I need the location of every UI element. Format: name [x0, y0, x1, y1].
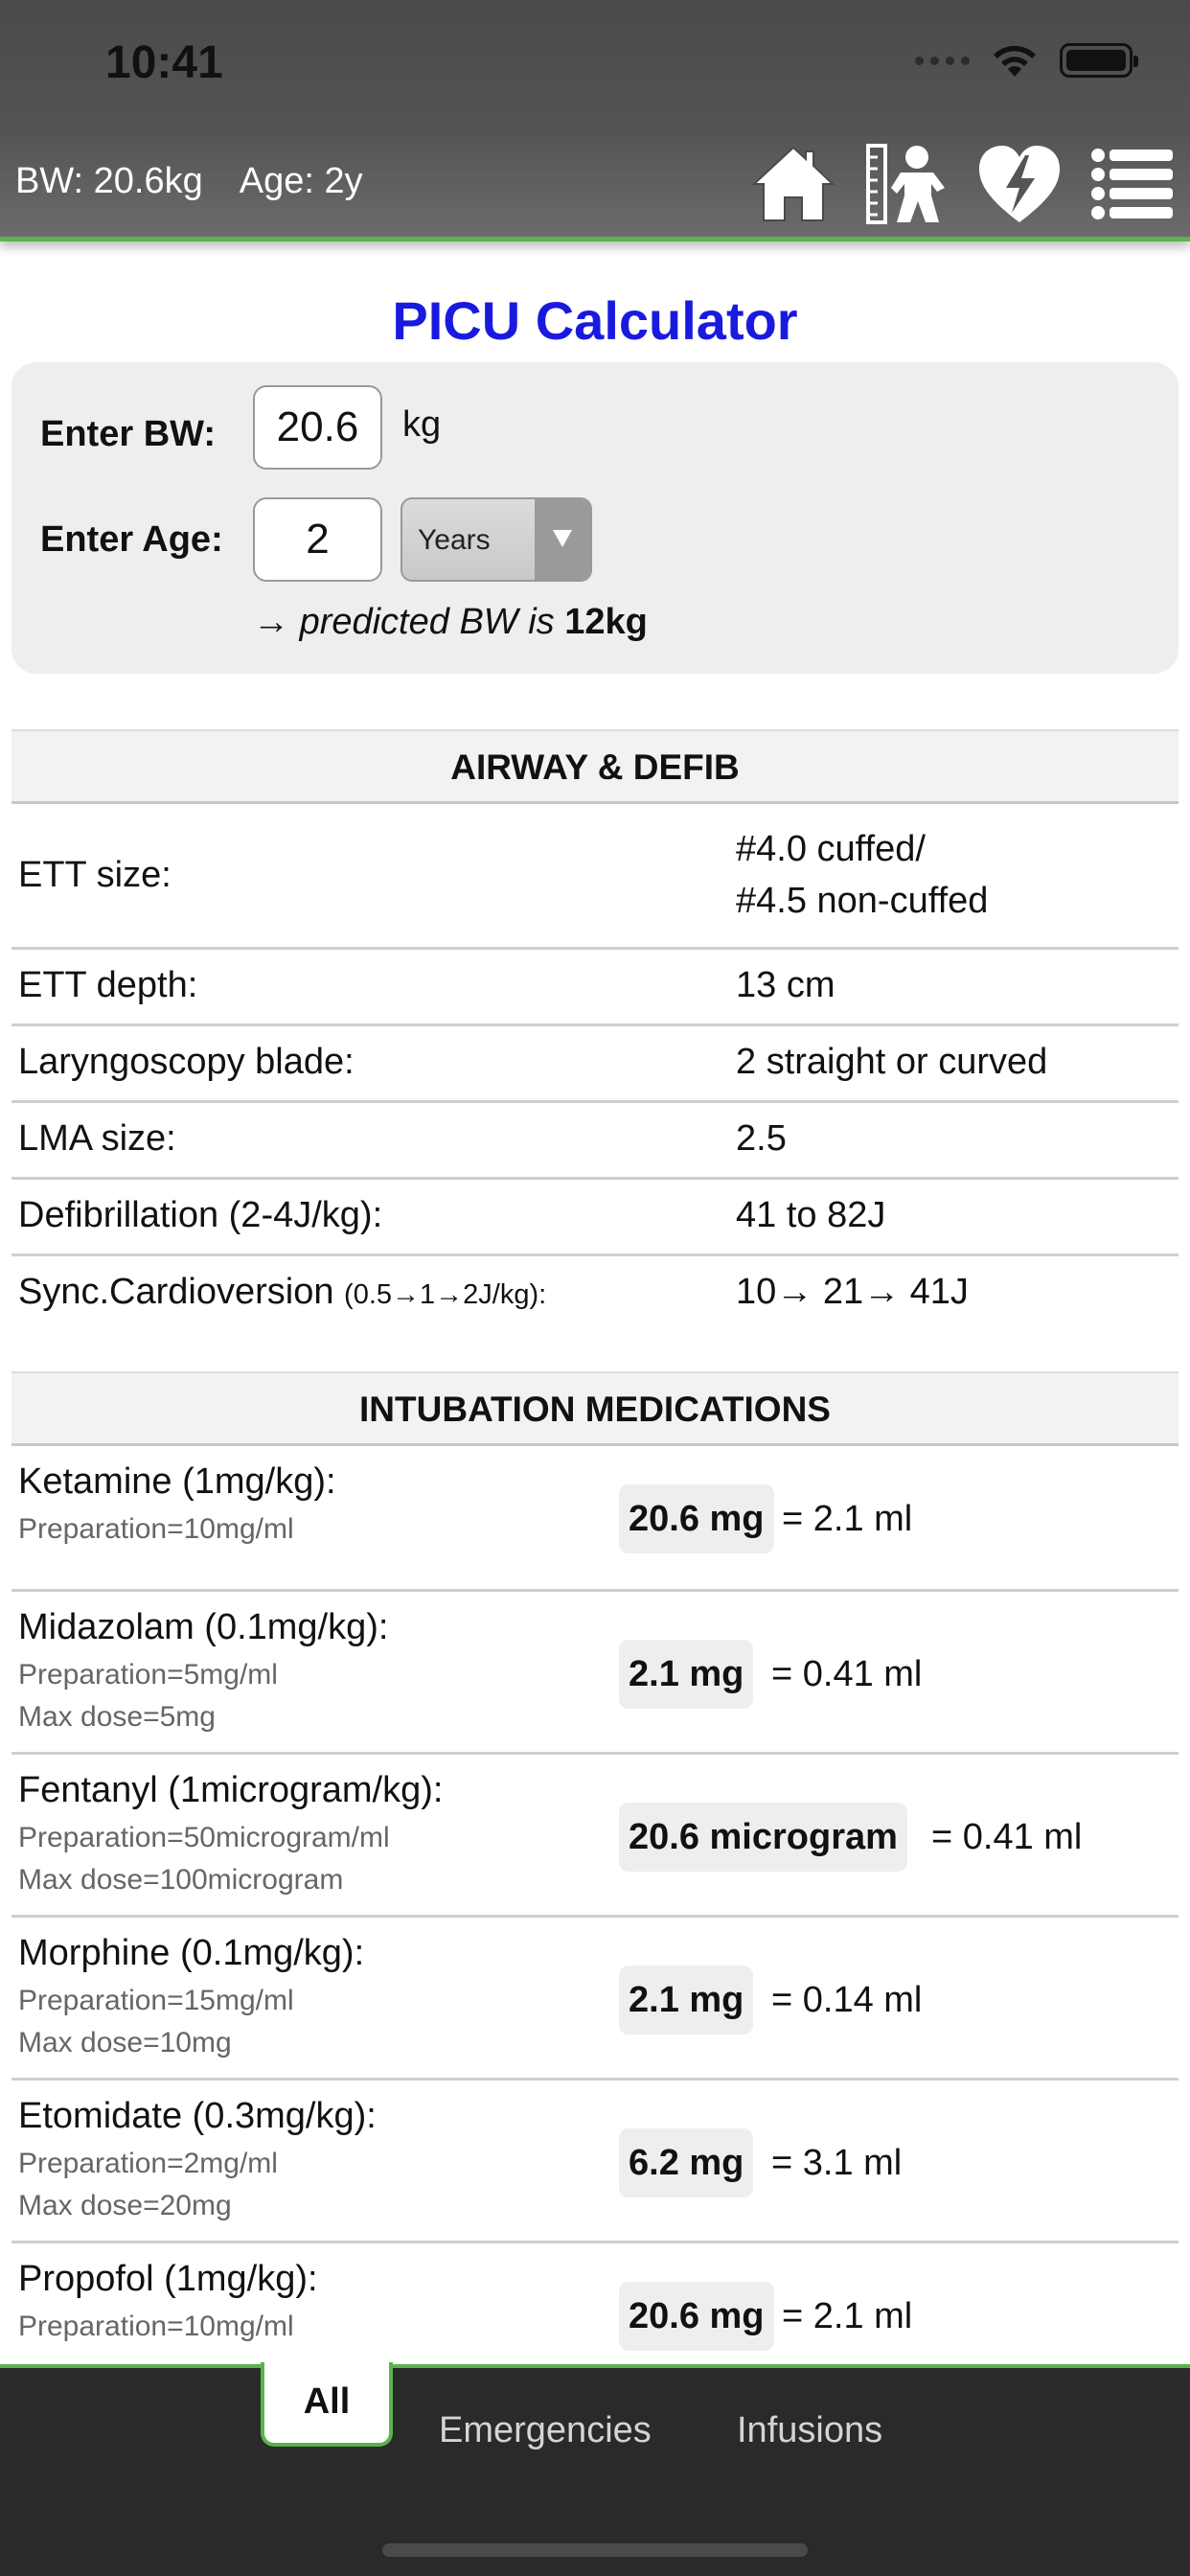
med-volume: = 2.1 ml [782, 1499, 913, 1539]
med-preparation: Preparation=10mg/ml [18, 1513, 294, 1545]
age-unit-selected: Years [418, 524, 491, 556]
home-indicator[interactable] [382, 2543, 808, 2557]
tab-all[interactable]: All [261, 2362, 393, 2447]
predicted-bw [253, 602, 648, 643]
chevron-down-icon [535, 499, 590, 580]
row-value: 2.5 [736, 1118, 787, 1159]
list-item [11, 2243, 1179, 2364]
predicted-value: 12kg [564, 602, 648, 642]
intubation-section [11, 1371, 1179, 2364]
table-row [11, 804, 1179, 950]
med-volume: = 0.41 ml [931, 1817, 1083, 1857]
row-label-detail: (0.5→1→2J/kg): [344, 1279, 547, 1310]
med-dose: 2.1 mg [619, 1640, 753, 1709]
status-time: 10:41 [105, 37, 223, 88]
row-value: 10→ 21→ 41J [736, 1272, 969, 1312]
page-title: PICU Calculator [392, 290, 798, 351]
list-item [11, 2081, 1179, 2243]
tab-bar [0, 2364, 1190, 2576]
med-volume: = 3.1 ml [771, 2143, 903, 2183]
med-name: Etomidate (0.3mg/kg): [18, 2096, 377, 2136]
tab-infusions[interactable]: Infusions [737, 2410, 883, 2450]
med-max-dose: Max dose=5mg [18, 1701, 216, 1733]
table-row [11, 1103, 1179, 1180]
age-unit-select[interactable] [400, 497, 592, 582]
med-dose: 20.6 mg [619, 2282, 774, 2351]
row-value: 41 to 82J [736, 1195, 886, 1235]
table-row [11, 1256, 1179, 1335]
med-dose: 2.1 mg [619, 1966, 753, 2035]
patient-input-panel [11, 362, 1179, 674]
header-bw: BW: 20.6kg [15, 161, 203, 201]
med-preparation: Preparation=15mg/ml [18, 1985, 294, 2016]
row-label: Laryngoscopy blade: [18, 1042, 355, 1082]
table-row [11, 1180, 1179, 1256]
scroll-content[interactable] [0, 246, 1190, 2364]
med-dose: 20.6 mg [619, 1484, 774, 1553]
list-item [11, 1446, 1179, 1592]
bw-input[interactable] [253, 385, 382, 470]
med-name: Ketamine (1mg/kg): [18, 1461, 336, 1502]
arrow-right-icon: → [253, 602, 300, 642]
med-preparation: Preparation=2mg/ml [18, 2148, 278, 2179]
status-icons [915, 42, 1133, 79]
signal-icon [915, 57, 970, 65]
med-name: Propofol (1mg/kg): [18, 2259, 318, 2299]
age-input[interactable] [253, 497, 382, 582]
airway-section [11, 729, 1179, 1335]
intubation-heading: INTUBATION MEDICATIONS [11, 1371, 1179, 1446]
bw-label: Enter BW: [40, 414, 216, 454]
row-label: LMA size: [18, 1118, 176, 1159]
med-max-dose: Max dose=10mg [18, 2027, 232, 2058]
predicted-text: predicted BW is [299, 602, 565, 642]
list-item [11, 1592, 1179, 1755]
med-max-dose: Max dose=100microgram [18, 1864, 344, 1896]
table-row [11, 950, 1179, 1026]
patient-summary [15, 161, 363, 202]
row-label [18, 1272, 546, 1313]
med-name: Morphine (0.1mg/kg): [18, 1933, 365, 1973]
med-dose: 6.2 mg [619, 2128, 753, 2197]
med-name: Fentanyl (1microgram/kg): [18, 1770, 444, 1810]
home-icon[interactable] [751, 142, 835, 226]
menu-icon[interactable] [1090, 142, 1175, 226]
list-item [11, 1918, 1179, 2081]
bw-unit: kg [402, 404, 442, 445]
row-value: 2 straight or curved [736, 1042, 1048, 1082]
list-item [11, 1755, 1179, 1918]
row-label: ETT size: [18, 855, 172, 895]
wifi-icon [991, 42, 1039, 79]
airway-heading: AIRWAY & DEFIB [11, 729, 1179, 804]
child-measure-icon[interactable] [864, 142, 949, 226]
table-row [11, 1026, 1179, 1103]
row-label-main: Sync.Cardioversion [18, 1272, 334, 1312]
header-age: Age: 2y [239, 161, 363, 201]
app-header [0, 0, 1190, 242]
med-volume: = 2.1 ml [782, 2296, 913, 2336]
age-label: Enter Age: [40, 519, 223, 560]
med-name: Midazolam (0.1mg/kg): [18, 1607, 389, 1647]
med-max-dose: Max dose=20mg [18, 2190, 232, 2221]
nav-icons [751, 142, 1175, 226]
battery-icon [1060, 43, 1133, 78]
row-label: Defibrillation (2-4J/kg): [18, 1195, 383, 1235]
row-value: #4.0 cuffed/ [736, 829, 926, 869]
med-preparation: Preparation=50microgram/ml [18, 1822, 390, 1853]
med-volume: = 0.14 ml [771, 1980, 923, 2020]
row-value: 13 cm [736, 965, 835, 1005]
row-label: ETT depth: [18, 965, 198, 1005]
row-value: #4.5 non-cuffed [736, 881, 989, 921]
med-dose: 20.6 microgram [619, 1803, 907, 1872]
heart-defib-icon[interactable] [977, 142, 1062, 226]
med-volume: = 0.41 ml [771, 1654, 923, 1694]
med-preparation: Preparation=10mg/ml [18, 2311, 294, 2342]
tab-emergencies[interactable]: Emergencies [439, 2410, 652, 2450]
med-preparation: Preparation=5mg/ml [18, 1659, 278, 1690]
